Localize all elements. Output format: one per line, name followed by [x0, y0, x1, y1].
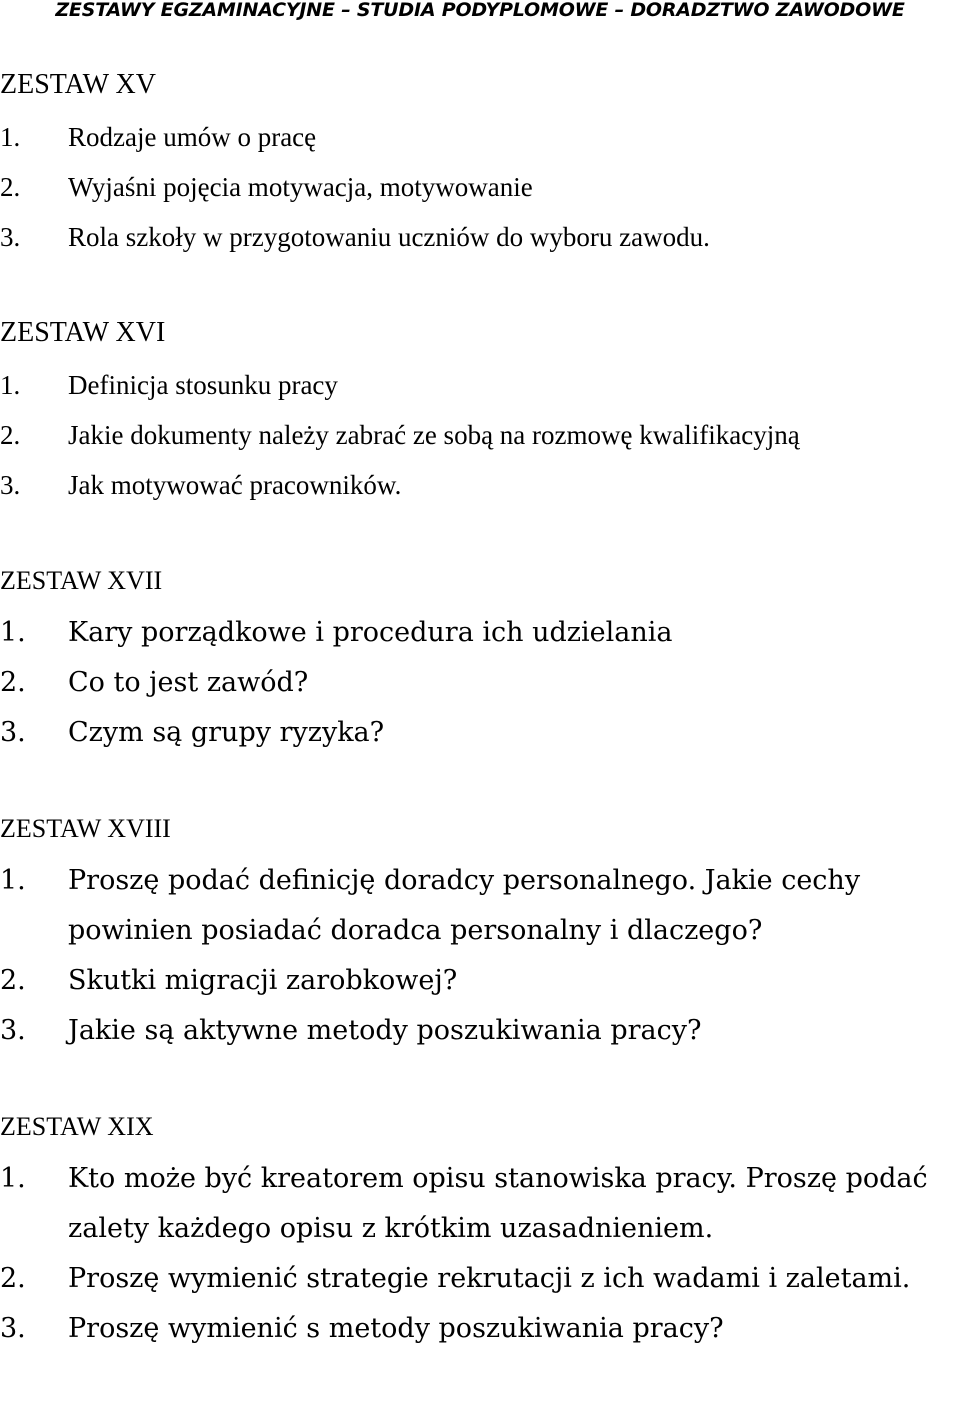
question-list [0, 112, 960, 262]
question-text: Proszę podać definicję doradcy personalnego. Jakie cechy powinien posiadać doradca personalny i dlaczego? [68, 865, 861, 946]
question-text: Rola szkoły w przygotowaniu uczniów do wyboru zawodu. [68, 222, 710, 252]
exam-set-xv [0, 62, 960, 262]
question-text: Czym są grupy ryzyka? [68, 717, 385, 748]
question-number: 2. [0, 667, 26, 698]
question-text: Kto może być kreatorem opisu stanowiska pracy. Proszę podać zalety każdego opisu z krótkim uzasadnieniem. [68, 1163, 928, 1244]
question-number: 3. [0, 1313, 26, 1344]
question-item [0, 1304, 960, 1354]
set-title: ZESTAW XIX [0, 1112, 154, 1141]
question-number: 1. [0, 617, 26, 648]
exam-set-xix [0, 1104, 960, 1354]
question-number: 1. [0, 1163, 26, 1194]
document-body [0, 62, 960, 1402]
question-number: 2. [0, 1263, 26, 1294]
question-number: 3. [0, 717, 26, 748]
question-text: Rodzaje umów o pracę [68, 122, 317, 152]
question-item [0, 658, 960, 708]
question-item [0, 212, 960, 262]
question-item [0, 1154, 960, 1254]
question-text: Jak motywować pracowników. [68, 470, 402, 500]
question-number: 3. [0, 222, 21, 252]
question-item [0, 112, 960, 162]
question-item [0, 410, 960, 460]
question-number: 1. [0, 122, 21, 152]
question-number: 1. [0, 370, 21, 400]
question-item [0, 162, 960, 212]
question-list [0, 360, 960, 510]
question-item [0, 1254, 960, 1304]
set-title: ZESTAW XV [0, 69, 156, 100]
question-text: Co to jest zawód? [68, 667, 309, 698]
question-number: 1. [0, 865, 26, 896]
question-number: 2. [0, 965, 26, 996]
exam-set-xviii [0, 806, 960, 1056]
question-text: Skutki migracji zarobkowej? [68, 965, 458, 996]
question-item [0, 360, 960, 410]
question-text: Proszę wymienić strategie rekrutacji z ich wadami i zaletami. [68, 1263, 911, 1294]
question-number: 3. [0, 1015, 26, 1046]
question-text: Jakie dokumenty należy zabrać ze sobą na rozmowę kwalifikacyjną [68, 420, 800, 450]
question-number: 2. [0, 172, 21, 202]
question-text: Proszę wymienić s metody poszukiwania pracy? [68, 1313, 724, 1344]
set-title: ZESTAW XVIII [0, 814, 171, 843]
question-list [0, 856, 960, 1056]
question-item [0, 608, 960, 658]
question-text: Definicja stosunku pracy [68, 370, 338, 400]
exam-set-xvii [0, 558, 960, 758]
set-title: ZESTAW XVI [0, 317, 166, 348]
question-item [0, 956, 960, 1006]
question-item [0, 856, 960, 956]
set-title: ZESTAW XVII [0, 566, 163, 595]
question-text: Wyjaśni pojęcia motywacja, motywowanie [68, 172, 533, 202]
page-header: ZESTAWY EGZAMINACYJNE – STUDIA PODYPLOMOWE – DORADZTWO ZAWODOWE [55, 0, 905, 21]
exam-set-xvi [0, 310, 960, 510]
question-number: 2. [0, 420, 21, 450]
question-number: 3. [0, 470, 21, 500]
question-text: Kary porządkowe i procedura ich udzielania [68, 617, 673, 648]
question-item [0, 1006, 960, 1056]
question-item [0, 708, 960, 758]
question-text: Jakie są aktywne metody poszukiwania pracy? [68, 1015, 702, 1046]
question-list [0, 1154, 960, 1354]
question-item [0, 460, 960, 510]
question-list [0, 608, 960, 758]
